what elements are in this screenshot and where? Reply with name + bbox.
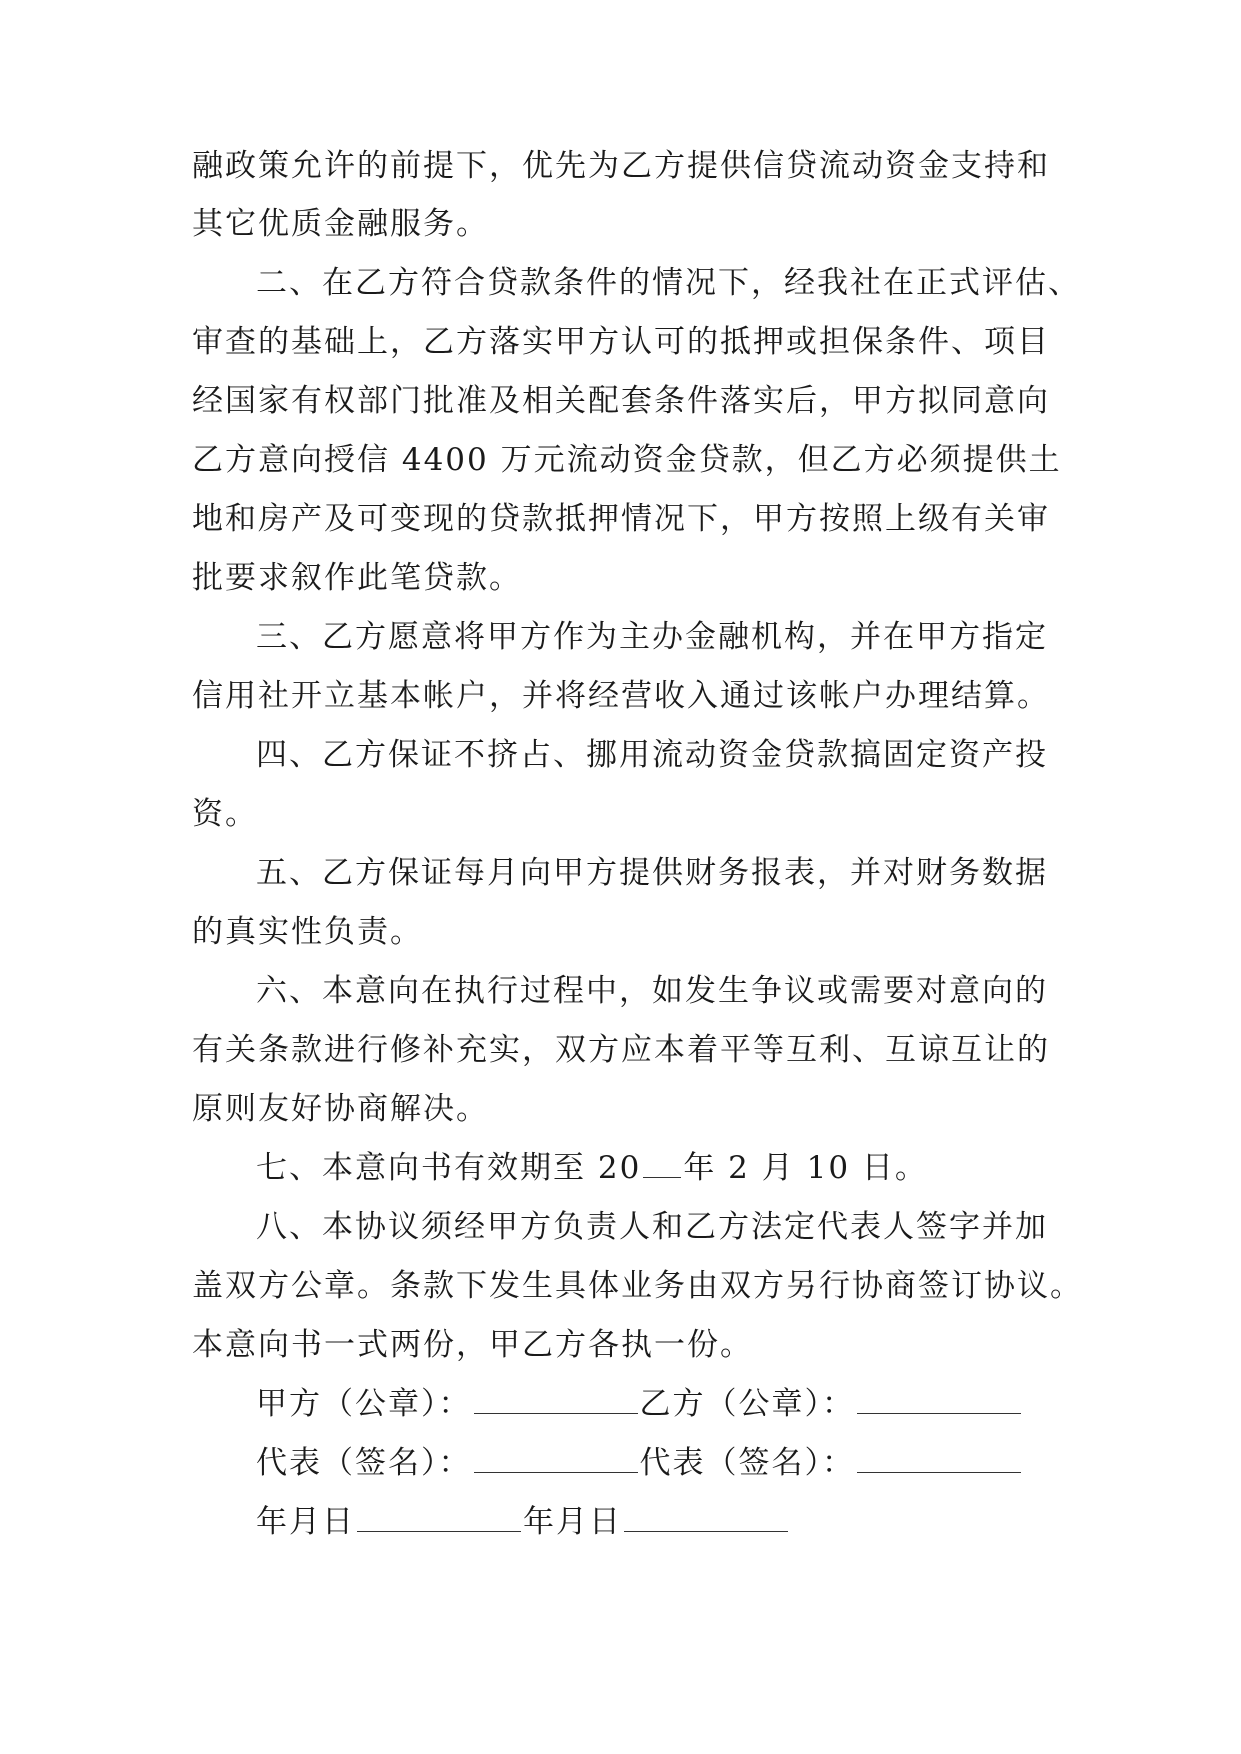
paragraph-line: 融政策允许的前提下，优先为乙方提供信贷流动资金支持和 xyxy=(192,148,1050,184)
clause-4-line: 四、乙方保证不挤占、挪用流动资金贷款搞固定资产投 xyxy=(256,737,1048,773)
paragraph-line: 其它优质金融服务。 xyxy=(192,206,489,242)
date-row xyxy=(256,1502,790,1542)
clause-6-line: 六、本意向在执行过程中，如发生争议或需要对意向的 xyxy=(256,973,1048,1009)
party-a-seal-label: 甲方（公章）： xyxy=(256,1386,472,1422)
clause-8-line: 盖双方公章。条款下发生具体业务由双方另行协商签订协议。 xyxy=(192,1268,1083,1304)
party-b-seal-field[interactable] xyxy=(857,1412,1021,1414)
clause-8-line: 本意向书一式两份，甲乙方各执一份。 xyxy=(192,1327,753,1363)
clause-2-line: 乙方意向授信 4400 万元流动资金贷款，但乙方必须提供土 xyxy=(192,442,1062,478)
rep-a-label: 代表（签名）： xyxy=(256,1445,472,1481)
date-a-field[interactable] xyxy=(357,1530,521,1532)
clause-3-line: 三、乙方愿意将甲方作为主办金融机构，并在甲方指定 xyxy=(256,619,1048,655)
clause-5-line: 的真实性负责。 xyxy=(192,914,423,950)
clause-6-line: 有关条款进行修补充实，双方应本着平等互利、互谅互让的 xyxy=(192,1032,1050,1068)
clause-2-line: 地和房产及可变现的贷款抵押情况下，甲方按照上级有关审 xyxy=(192,501,1050,537)
clause-7-line xyxy=(256,1148,928,1188)
year-blank[interactable] xyxy=(643,1177,681,1178)
rep-b-signature-field[interactable] xyxy=(857,1471,1021,1473)
seal-row xyxy=(256,1384,1023,1424)
date-a-label: 年月日 xyxy=(256,1504,355,1540)
clause-7-text-b: 年 2 月 10 日。 xyxy=(683,1150,928,1186)
date-b-field[interactable] xyxy=(624,1530,788,1532)
representative-row xyxy=(256,1443,1023,1483)
rep-a-signature-field[interactable] xyxy=(474,1471,638,1473)
date-b-label: 年月日 xyxy=(523,1504,622,1540)
clause-2-line: 批要求叙作此笔贷款。 xyxy=(192,560,522,596)
party-b-seal-label: 乙方（公章）： xyxy=(639,1386,855,1422)
clause-7-text-a: 七、本意向书有效期至 20 xyxy=(256,1150,642,1186)
clause-6-line: 原则友好协商解决。 xyxy=(192,1091,489,1127)
clause-4-line: 资。 xyxy=(192,796,258,832)
party-a-seal-field[interactable] xyxy=(474,1412,638,1414)
clause-2-line: 二、在乙方符合贷款条件的情况下，经我社在正式评估、 xyxy=(256,265,1081,301)
clause-2-line: 审查的基础上，乙方落实甲方认可的抵押或担保条件、项目 xyxy=(192,324,1050,360)
rep-b-label: 代表（签名）： xyxy=(639,1445,855,1481)
clause-8-line: 八、本协议须经甲方负责人和乙方法定代表人签字并加 xyxy=(256,1209,1048,1245)
clause-5-line: 五、乙方保证每月向甲方提供财务报表，并对财务数据 xyxy=(256,855,1048,891)
clause-2-line: 经国家有权部门批准及相关配套条件落实后，甲方拟同意向 xyxy=(192,383,1050,419)
clause-3-line: 信用社开立基本帐户，并将经营收入通过该帐户办理结算。 xyxy=(192,678,1050,714)
